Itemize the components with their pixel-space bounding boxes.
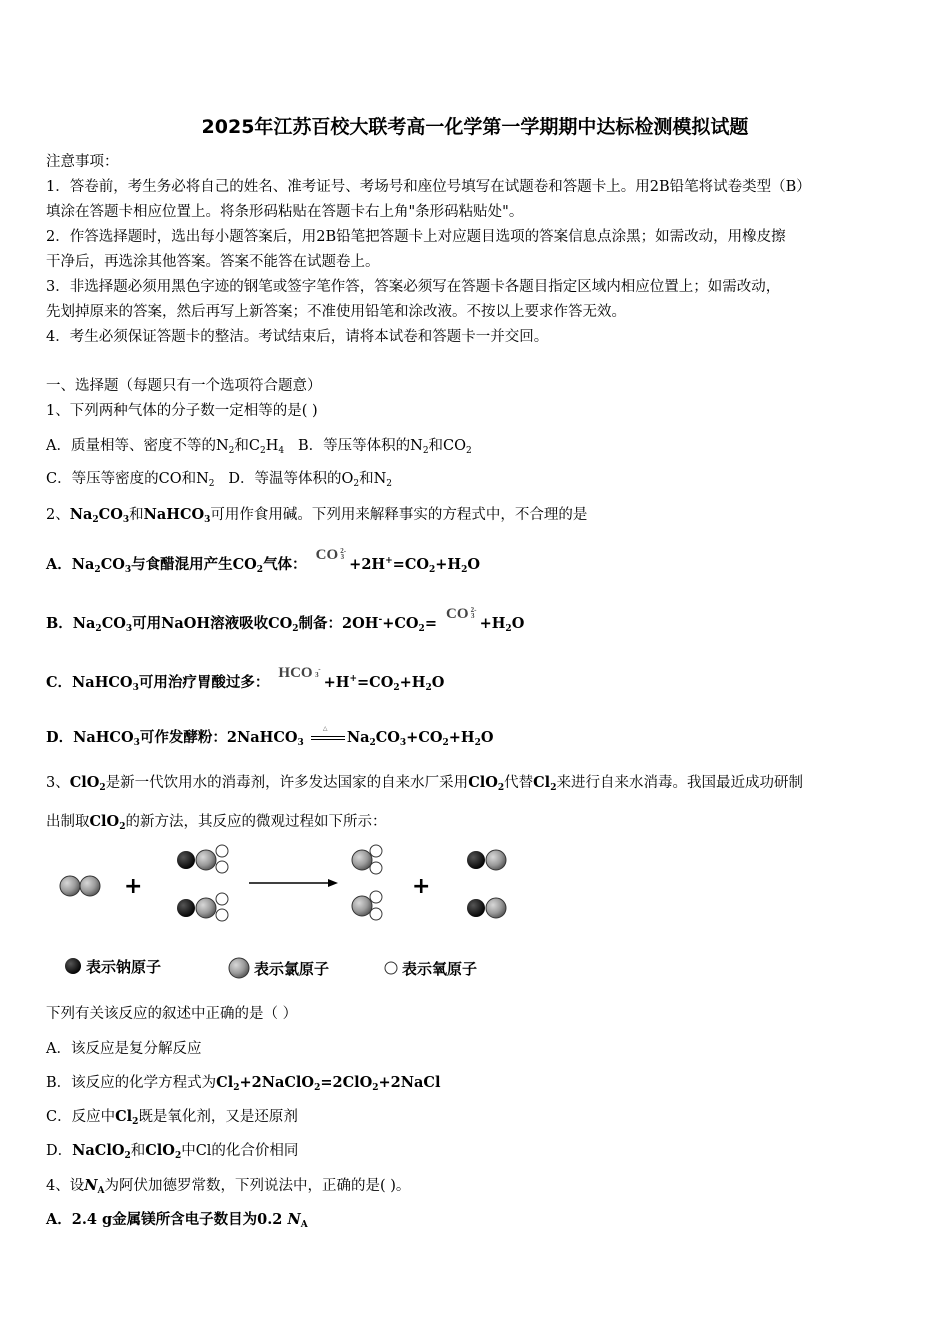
clo2-molecule	[352, 891, 382, 920]
notice-line: 填涂在答题卡相应位置上。将条形码粘贴在答题卡右上角"条形码粘贴处"。	[46, 204, 524, 220]
notice-line: 干净后，再选涂其他答案。答案不能答在试题卷上。	[46, 254, 380, 270]
legend-sodium: 表示钠原子	[86, 958, 162, 976]
carbonate-ion: CO 2- 3	[446, 606, 477, 622]
question-3-option-b: B．该反应的化学方程式为$Cl_2+2NaClO_2=2ClO_2+2NaCl$	[46, 1074, 441, 1093]
question-2-option-b: B．$Na_2CO_3$可用NaOH溶液吸收$CO_2$制备：$2OH^-+CO_2=$ CO 2- 3 $+H_2O$	[46, 606, 525, 634]
question-1-stem: 1、下列两种气体的分子数一定相等的是( )	[46, 403, 318, 419]
notice-line: 2．作答选择题时，选出每小题答案后，用2B铅笔把答题卡上对应题目选项的答案信息点涂黑；如需改动，用橡皮擦	[46, 229, 786, 245]
legend-chlorine: 表示氯原子	[254, 960, 330, 978]
question-1-options-ab: A．质量相等、密度不等的$N_2$和$C_2H_4$ B．等压等体积的$N_2$和$CO_2$	[46, 438, 472, 456]
question-3-stem-line1: 3、ClO$_2$是新一代饮用水的消毒剂，许多发达国家的自来水厂采用ClO$_2$代替$Cl_2$来进行自来水消毒。我国最近成功研制	[46, 774, 803, 793]
notice-line: 先划掉原来的答案，然后再写上新答案；不准使用铅笔和涂改液。不按以上要求作答无效。	[46, 304, 626, 320]
question-4-option-a: A．2.4 g金属镁所含电子数目为0.2 $N_A$	[46, 1211, 308, 1230]
notice-line: 4．考生必须保证答题卡的整洁。考试结束后，请将本试卷和答题卡一并交回。	[46, 329, 549, 345]
bicarbonate-ion: HCO - 3	[278, 665, 321, 681]
cl2-molecule	[60, 876, 100, 896]
nacl-molecule	[467, 898, 506, 918]
question-1-options-cd: C．等压等密度的CO和$N_2$ D．等温等体积的$O_2$和$N_2$	[46, 471, 393, 489]
nacl-molecule	[467, 850, 506, 870]
question-3-option-c: C．反应中$Cl_2$既是氧化剂，又是还原剂	[46, 1108, 298, 1127]
question-2-stem: 2、$Na_2CO_3$和NaHCO$_3$可用作食用碱。下列用来解释事实的方程式中，不合理的是	[46, 506, 588, 525]
carbonate-ion: CO 2- 3	[315, 547, 347, 563]
heat-equals-sign: △	[311, 733, 345, 743]
question-4-stem: 4、设$N_A$为阿伏加德罗常数，下列说法中，正确的是( )。	[46, 1177, 411, 1196]
question-2-option-a: A．$Na_2CO_3$与食醋混用产生$CO_2$气体： CO 2- 3 $+2H^+=CO_2+H_2O$	[46, 547, 481, 575]
reaction-diagram	[46, 840, 526, 990]
notice-line: 3．非选择题必须用黑色字迹的钢笔或签字笔作答，答案必须写在答题卡各题目指定区域内相应位置上；如需改动，	[46, 279, 781, 295]
naclo2-molecule	[177, 893, 228, 921]
reaction-arrow	[249, 879, 338, 887]
notice-heading: 注意事项：	[46, 154, 119, 170]
question-3-option-a: A．该反应是复分解反应	[46, 1041, 202, 1057]
diagram-legend	[65, 958, 477, 978]
question-3-prompt: 下列有关该反应的叙述中正确的是（ ）	[46, 1006, 298, 1022]
question-2-option-c: C．NaHCO$_3$可用治疗胃酸过多： HCO - 3 $+H^+=CO_2+H_2O$	[46, 665, 445, 693]
plus-sign: +	[412, 874, 431, 899]
naclo2-molecule	[177, 845, 228, 873]
legend-oxygen: 表示氧原子	[402, 960, 478, 978]
question-3-option-d: D．NaClO$_2$和ClO$_2$中Cl的化合价相同	[46, 1142, 299, 1161]
page-title: 2025年江苏百校大联考高一化学第一学期期中达标检测模拟试题	[201, 116, 749, 138]
question-3-stem-line2: 出制取ClO$_2$的新方法，其反应的微观过程如下所示：	[46, 813, 387, 832]
section-heading: 一、选择题（每题只有一个选项符合题意）	[46, 378, 322, 394]
plus-sign: +	[124, 874, 143, 899]
notice-line: 1．答卷前，考生务必将自己的姓名、准考证号、考场号和座位号填写在试题卷和答题卡上。用2B铅笔将试卷类型（B）	[46, 179, 811, 195]
clo2-molecule	[352, 845, 382, 874]
question-2-option-d: D．NaHCO$_3$可作发酵粉：2NaHCO$_3$ △ $Na_2CO_3+CO_2+H_2O$	[46, 725, 494, 748]
